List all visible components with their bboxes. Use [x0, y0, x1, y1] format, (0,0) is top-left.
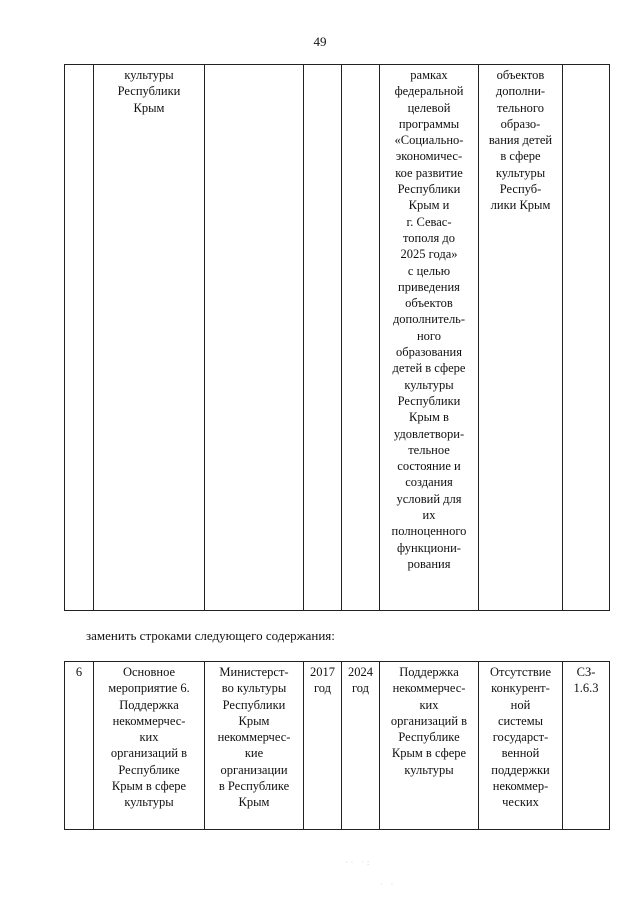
scan-noise: ·· ·: [345, 858, 373, 867]
cell-executor [205, 65, 304, 611]
cell-start [304, 65, 342, 611]
cell-link: СЗ- 1.6.3 [563, 662, 610, 830]
scan-noise: · · [380, 880, 397, 889]
cell-start: 2017 год [304, 662, 342, 830]
page-number: 49 [313, 34, 327, 49]
cell-result: Поддержка некоммерчес- ких организаций в Республике Крым в сфере культуры [380, 662, 479, 830]
cell-consequence: объектов дополни- тельного образо- вания детей в сфере культуры Респуб- лики Крым [479, 65, 563, 611]
program-table-new-rows [64, 661, 610, 830]
cell-end [342, 65, 380, 611]
table-row [65, 65, 610, 611]
replacement-instruction: заменить строками следующего содержания: [86, 628, 335, 643]
cell-activity: культуры Республики Крым [94, 65, 205, 611]
cell-link [563, 65, 610, 611]
table-row [65, 662, 610, 830]
cell-executor: Министерст- во культуры Республики Крым некоммерчес- кие организации в Республике Крым [205, 662, 304, 830]
cell-consequence: Отсутствие конкурент- ной системы государст- венной поддержки некоммер- ческих [479, 662, 563, 830]
cell-result: рамках федеральной целевой программы «Социально- экономичес- кое развитие Республики Крым и г. Севас- тополя до 2025 года» с целью приведения объектов дополнитель- ного образования детей в сфере культуры Республики Крым в удовлетвори- тельное состояние и создания условий для их полноценного функциони- рования [380, 65, 479, 611]
cell-activity: Основное мероприятие 6. Поддержка некоммерчес- ких организаций в Республике Крым в сфере культуры [94, 662, 205, 830]
program-table-old-rows [64, 64, 610, 611]
cell-number: 6 [65, 662, 94, 830]
cell-number [65, 65, 94, 611]
cell-end: 2024 год [342, 662, 380, 830]
